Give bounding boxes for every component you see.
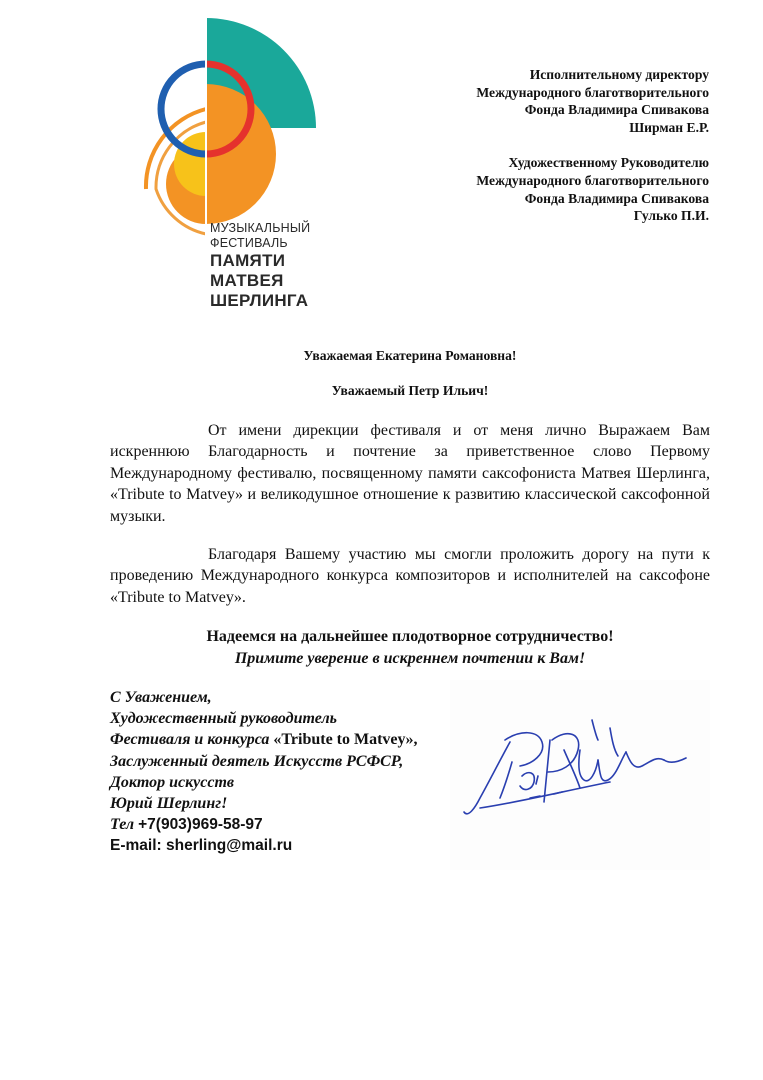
handwritten-signature [450, 680, 710, 870]
logo-wordmark [210, 222, 310, 309]
logo-line-4: МАТВЕЯ [210, 271, 284, 290]
logo-line-1: МУЗЫКАЛЬНЫЙ [210, 221, 311, 235]
sign-off: С Уважением, [110, 689, 212, 706]
addressee-line: Международного благотворительного [476, 172, 709, 188]
addressee-line: Ширман Е.Р. [629, 119, 709, 135]
signatory-degree: Доктор искусств [110, 773, 235, 791]
signatory-position: Художественный руководитель [110, 710, 337, 728]
addressee-line: Гулько П.И. [633, 208, 709, 224]
signatory-name: Юрий Шерлинг! [110, 795, 228, 813]
addressee-artistic-director [389, 154, 709, 224]
paragraph-text: От имени дирекции фестиваля и от меня лично Выражаем Вам искреннюю Благодарность и почтение за приветственное слово Первому Международному фестивалю, посвященному памяти саксофониста Матвея Шерлинга, «Tribute to Matvey» и великодушное отношение к развитию классической саксофонной музыки. [110, 422, 710, 525]
closing-line-2: Примите уверение в искреннем почтении к Вам! [234, 649, 586, 667]
closing-line-1: Надеемся на дальнейшее плодотворное сотрудничество! [206, 628, 614, 645]
signatory-festival [110, 729, 418, 750]
logo-line-5: ШЕРЛИНГА [210, 291, 309, 310]
addressee-line: Фонда Владимира Спивакова [524, 190, 709, 206]
closing-block [110, 626, 710, 669]
festival-title: «Tribute to Matvey», [273, 731, 418, 749]
body-paragraph-1 [110, 420, 710, 527]
greeting-second: Уважаемый Петр Ильич! [331, 383, 489, 398]
paragraph-text: Благодаря Вашему участию мы смогли проложить дорогу на пути к проведению Международного конкурса композиторов и исполнителей на саксофоне «Tribute to Matvey». [110, 546, 710, 606]
logo-line-2: ФЕСТИВАЛЬ [210, 235, 288, 250]
body-paragraph-2 [110, 544, 710, 608]
email-address[interactable]: sherling@mail.ru [165, 837, 293, 855]
signature-block [110, 687, 418, 857]
email-label: E-mail: [110, 837, 166, 855]
signature-icon [450, 680, 710, 870]
addressee-line: Международного благотворительного [476, 84, 709, 100]
greeting-first: Уважаемая Екатерина Романовна! [303, 348, 517, 363]
festival-logo [126, 14, 326, 310]
phone-line [110, 814, 418, 835]
addressee-line: Фонда Владимира Спивакова [524, 102, 709, 118]
addressee-block [389, 66, 709, 225]
festival-prefix: Фестиваля и конкурса [110, 731, 274, 749]
phone-label: Тел [110, 816, 139, 834]
signatory-honor: Заслуженный деятель Искусств РСФСР, [110, 752, 404, 770]
addressee-line: Исполнительному директору [529, 67, 709, 82]
email-line [110, 835, 418, 856]
addressee-executive-director [389, 66, 709, 136]
phone-number[interactable]: +7(903)969-58-97 [138, 816, 263, 834]
logo-line-3: ПАМЯТИ [210, 251, 286, 270]
addressee-line: Художественному Руководителю [508, 155, 709, 171]
